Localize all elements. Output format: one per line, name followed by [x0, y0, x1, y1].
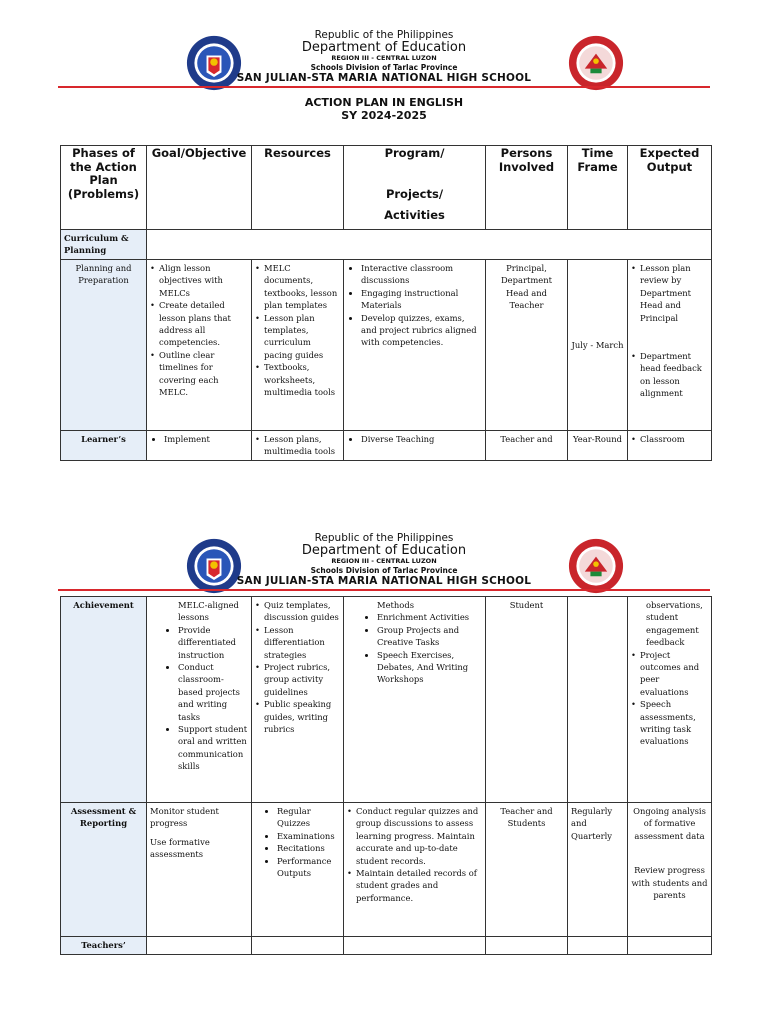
- phase-cell: Assessment & Reporting: [61, 803, 147, 937]
- list-item: • Align lesson objectives with MELCs: [150, 262, 248, 299]
- col-header-resources: Resources: [252, 146, 344, 230]
- phase-cell: Learner’s: [61, 431, 147, 461]
- col-header-program-line2: Projects/: [385, 186, 444, 201]
- time-cell: [568, 597, 628, 803]
- program-cell: [344, 597, 486, 803]
- republic-label: Republic of the Philippines: [314, 29, 454, 41]
- list-item: • Lesson plan review by Department Head and Principal: [631, 262, 708, 324]
- col-header-phases: Phases of the Action Plan (Problems): [61, 146, 147, 230]
- col-header-goal: Goal/Objective: [147, 146, 252, 230]
- goal-cell: [147, 937, 252, 955]
- phase-cell: Planning and Preparation: [61, 260, 147, 431]
- list-item: • Department head feedback on lesson alignment: [631, 350, 708, 400]
- resources-cell: [252, 431, 344, 461]
- plan-title-line1: ACTION PLAN IN ENGLISH: [304, 96, 464, 109]
- output-cell: [628, 260, 712, 431]
- col-header-persons: Persons Involved: [486, 146, 568, 230]
- time-cell: [568, 937, 628, 955]
- list-item: • Lesson differentiation strategies: [255, 624, 340, 661]
- school-seal-logo: [568, 538, 624, 594]
- list-item: • Textbooks, worksheets, multimedia tools: [255, 361, 340, 398]
- list-item: • Provide differentiated instruction: [178, 624, 248, 661]
- list-item: MELC-aligned lessons: [178, 600, 239, 623]
- list-item: • Diverse Teaching: [361, 433, 482, 445]
- section-empty: [147, 230, 712, 260]
- goal-cell: [147, 803, 252, 937]
- list-item: • Interactive classroom discussions: [361, 262, 482, 287]
- time-cell: Regularly and Quarterly: [568, 803, 628, 937]
- table-row: [61, 597, 712, 803]
- list-item: • Public speaking guides, writing rubrics: [255, 698, 340, 735]
- school-name: SAN JULIAN-STA MARIA NATIONAL HIGH SCHOOL: [236, 575, 532, 587]
- plan-title-line2: SY 2024-2025: [341, 109, 427, 122]
- goal-text: Use formative assessments: [150, 836, 210, 860]
- list-item: • Create detailed lesson plans that address all competencies.: [150, 299, 248, 349]
- goal-cell: [147, 431, 252, 461]
- col-header-output: Expected Output: [628, 146, 712, 230]
- output-cell: [628, 803, 712, 937]
- list-item: Methods: [377, 600, 414, 610]
- list-item: • Performance Outputs: [277, 855, 340, 880]
- letterhead: [0, 503, 768, 588]
- list-item: • Maintain detailed records of student grades and performance.: [347, 867, 482, 904]
- resources-cell: [252, 937, 344, 955]
- header-divider: [58, 86, 710, 88]
- list-item: • Classroom: [631, 433, 708, 445]
- list-item: • Engaging instructional Materials: [361, 287, 482, 312]
- program-cell: [344, 803, 486, 937]
- list-item: • Speech assessments, writing task evaluations: [631, 698, 708, 748]
- resources-cell: [252, 260, 344, 431]
- header-divider: [58, 589, 710, 591]
- program-cell: [344, 431, 486, 461]
- region-label: REGION III - CENTRAL LUZON: [331, 557, 437, 565]
- republic-label: Republic of the Philippines: [314, 532, 454, 544]
- plan-title: [0, 96, 768, 122]
- list-item: observations, student engagement feedback: [646, 600, 703, 648]
- list-item: • Quiz templates, discussion guides: [255, 599, 340, 624]
- list-item: • Examinations: [277, 830, 340, 842]
- list-item: • Implement: [164, 433, 248, 445]
- output-text: Ongoing analysis of formative assessment data: [633, 806, 706, 841]
- department-label: Department of Education: [301, 40, 467, 55]
- list-item: • Lesson plans, multimedia tools: [255, 433, 340, 458]
- school-name: SAN JULIAN-STA MARIA NATIONAL HIGH SCHOOL: [236, 72, 532, 84]
- time-cell: July - March: [568, 260, 628, 431]
- section-row: [61, 230, 712, 260]
- output-cell: [628, 937, 712, 955]
- phase-cell: Teachers’: [61, 937, 147, 955]
- document-page-1: [0, 0, 768, 457]
- action-plan-table-continued: [60, 596, 712, 955]
- list-item: • Project outcomes and peer evaluations: [631, 649, 708, 699]
- list-item: • Conduct regular quizzes and group discussions to assess learning progress. Maintain accurate and up-to-date student records.: [347, 805, 482, 867]
- region-label: REGION III - CENTRAL LUZON: [331, 54, 437, 62]
- division-label: Schools Division of Tarlac Province: [310, 63, 458, 72]
- table-header-row: [61, 146, 712, 230]
- col-header-program-line1: Program/: [384, 146, 445, 160]
- program-cell: [344, 260, 486, 431]
- output-cell: [628, 597, 712, 803]
- time-cell: Year-Round: [568, 431, 628, 461]
- list-item: • Lesson plan templates, curriculum pacing guides: [255, 312, 340, 362]
- persons-cell: Teacher and: [486, 431, 568, 461]
- table-row: [61, 260, 712, 431]
- list-item: • MELC documents, textbooks, lesson plan templates: [255, 262, 340, 312]
- list-item: • Develop quizzes, exams, and project rubrics aligned with competencies.: [361, 312, 482, 349]
- document-page-2: [0, 503, 768, 950]
- goal-cell: [147, 260, 252, 431]
- section-label: Curriculum & Planning: [61, 230, 147, 260]
- goal-cell: [147, 597, 252, 803]
- action-plan-table: [60, 145, 712, 461]
- col-header-program: [344, 146, 486, 230]
- list-item: • Group Projects and Creative Tasks: [377, 624, 482, 649]
- table-row: [61, 803, 712, 937]
- list-item: • Outline clear timelines for covering each MELC.: [150, 349, 248, 399]
- list-item: • Recitations: [277, 842, 340, 854]
- program-cell: [344, 937, 486, 955]
- list-item: • Project rubrics, group activity guidelines: [255, 661, 340, 698]
- output-text: Review progress with students and parents: [631, 865, 708, 901]
- phase-cell: Achievement: [61, 597, 147, 803]
- letterhead: [0, 0, 768, 85]
- goal-text: Monitor student progress: [150, 806, 219, 829]
- persons-cell: Student: [486, 597, 568, 803]
- list-item: • Regular Quizzes: [277, 805, 340, 830]
- list-item: • Enrichment Activities: [377, 611, 482, 623]
- list-item: • Speech Exercises, Debates, And Writing Workshops: [377, 649, 482, 686]
- table-row: [61, 937, 712, 955]
- persons-cell: Teacher and Students: [486, 803, 568, 937]
- department-label: Department of Education: [301, 543, 467, 558]
- resources-cell: [252, 597, 344, 803]
- persons-cell: [486, 937, 568, 955]
- persons-cell: Principal, Department Head and Teacher: [486, 260, 568, 431]
- resources-cell: [252, 803, 344, 937]
- list-item: • Support student oral and written communication skills: [178, 723, 248, 773]
- output-cell: [628, 431, 712, 461]
- school-seal-logo: [568, 35, 624, 91]
- table-row: [61, 431, 712, 461]
- col-header-program-line3: Activities: [384, 208, 445, 222]
- col-header-time: Time Frame: [568, 146, 628, 230]
- division-label: Schools Division of Tarlac Province: [310, 566, 458, 575]
- list-item: • Conduct classroom-based projects and writing tasks: [178, 661, 248, 723]
